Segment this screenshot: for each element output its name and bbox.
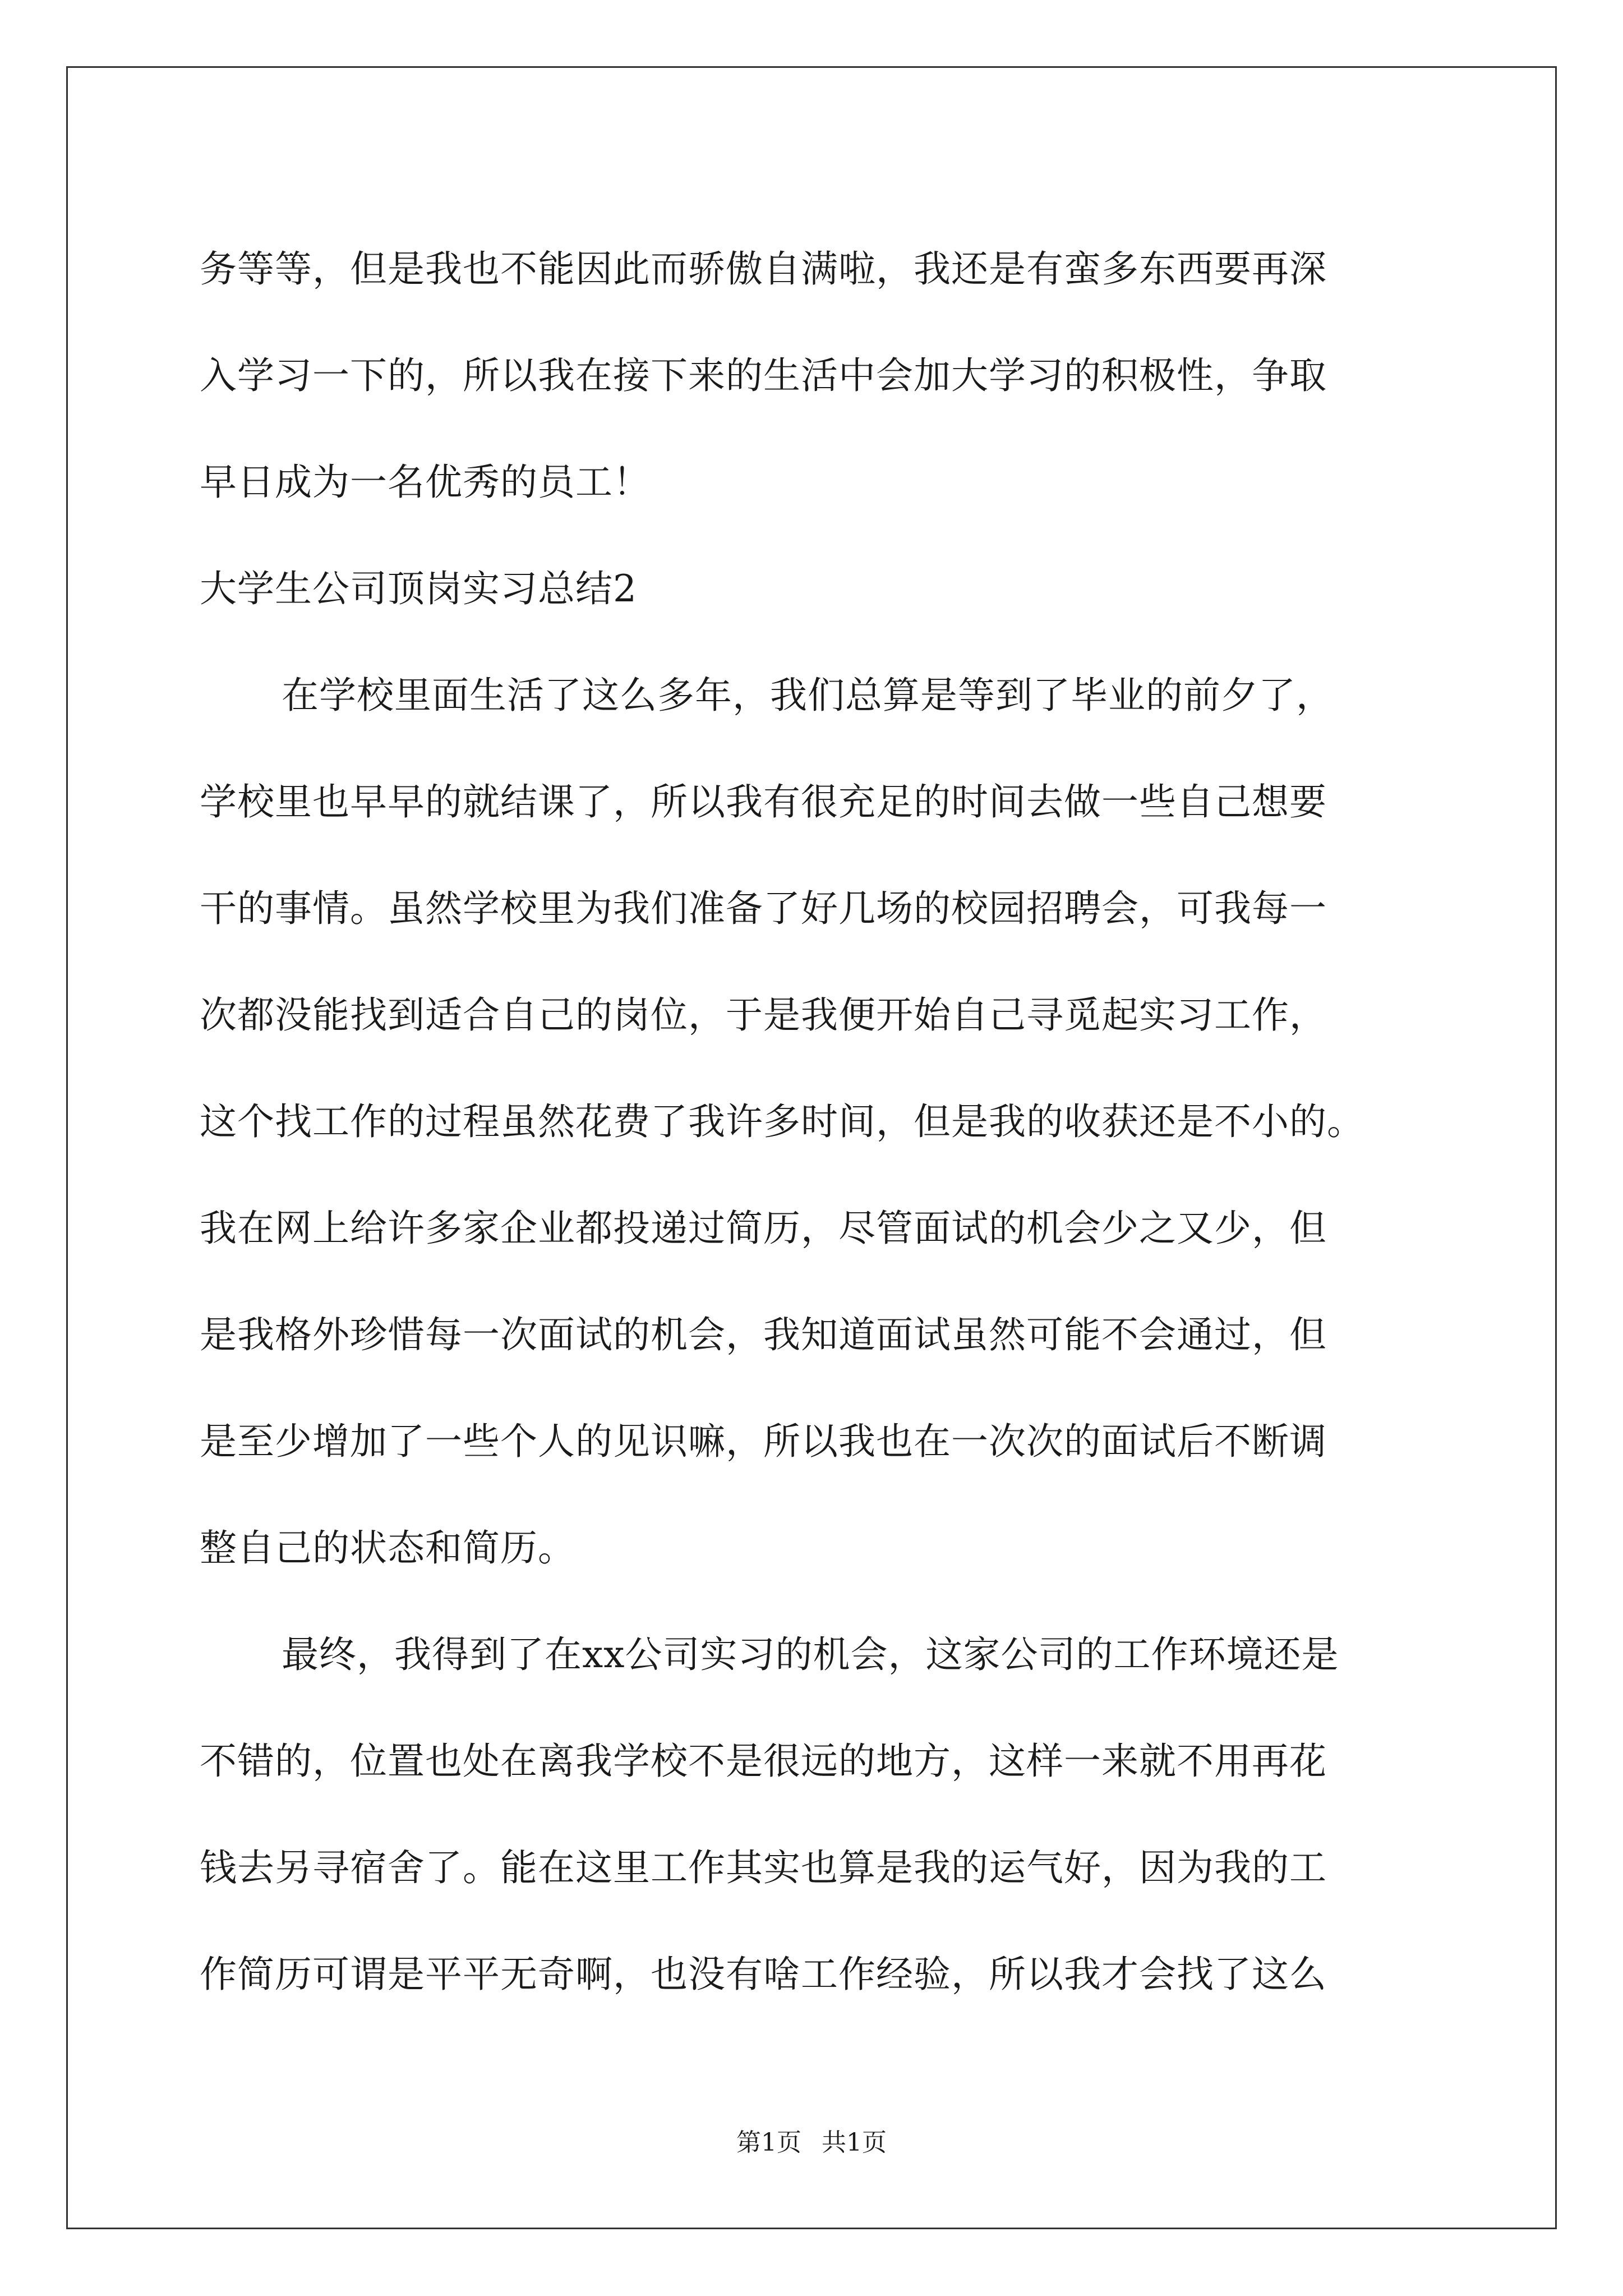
text-line: 务等等，但是我也不能因此而骄傲自满啦，我还是有蛮多东西要再深 — [200, 247, 1327, 291]
text-line: 干的事情。虽然学校里为我们准备了好几场的校园招聘会，可我每一 — [200, 887, 1327, 930]
text-line: 早日成为一名优秀的员工！ — [200, 461, 651, 504]
text-line: 整自己的状态和简历。 — [200, 1526, 575, 1570]
text-line: 是我格外珍惜每一次面试的机会，我知道面试虽然可能不会通过，但 — [200, 1313, 1327, 1356]
document-body — [200, 216, 1433, 2028]
page-number: 第1页 — [736, 2128, 801, 2157]
text-line: 我在网上给许多家企业都投递过简历，尽管面试的机会少之又少，但 — [200, 1207, 1327, 1250]
text-line: 入学习一下的，所以我在接下来的生活中会加大学习的积极性，争取 — [200, 354, 1327, 397]
paragraph-first-line: 最终，我得到了在xx公司实习的机会，这家公司的工作环境还是 — [282, 1633, 1339, 1676]
page-total: 共1页 — [822, 2128, 887, 2157]
text-line: 是至少增加了一些个人的见识嘛，所以我也在一次次的面试后不断调 — [200, 1420, 1327, 1463]
section-heading: 大学生公司顶岗实习总结2 — [200, 567, 637, 610]
text-line: 不错的，位置也处在离我学校不是很远的地方，这样一来就不用再花 — [200, 1740, 1327, 1783]
text-line: 学校里也早早的就结课了，所以我有很充足的时间去做一些自己想要 — [200, 780, 1327, 823]
page-footer — [0, 2126, 1623, 2160]
text-line: 作简历可谓是平平无奇啊，也没有啥工作经验，所以我才会找了这么 — [200, 1953, 1327, 1996]
paragraph-first-line: 在学校里面生活了这么多年，我们总算是等到了毕业的前夕了， — [282, 674, 1334, 717]
text-line: 次都没能找到适合自己的岗位，于是我便开始自己寻觅起实习工作， — [200, 993, 1327, 1037]
text-line: 这个找工作的过程虽然花费了我许多时间，但是我的收获还是不小的。 — [200, 1100, 1364, 1143]
text-line: 钱去另寻宿舍了。能在这里工作其实也算是我的运气好，因为我的工 — [200, 1846, 1327, 1889]
